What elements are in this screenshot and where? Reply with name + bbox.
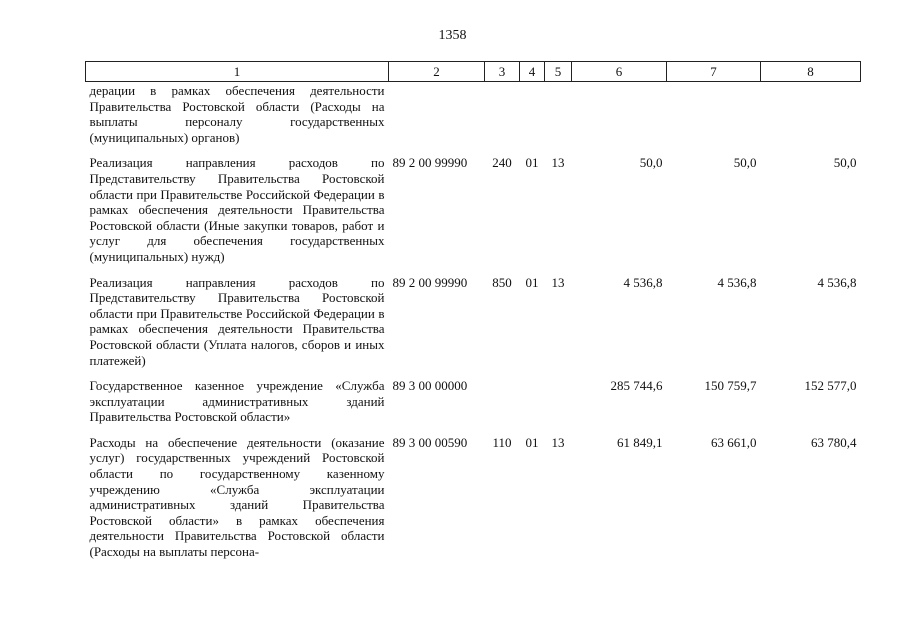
row-col8: 4 536,8 [817, 274, 857, 290]
header-col-8: 8 [761, 62, 861, 82]
row-code: 89 2 00 99990 [392, 155, 468, 171]
row-col8: 63 780,4 [811, 434, 857, 450]
row-col5: 13 [551, 434, 565, 450]
row-col7 [667, 82, 761, 156]
budget-table [85, 61, 861, 570]
table-row [86, 435, 861, 570]
table-row [86, 82, 861, 156]
row-description: Государственное казенное учреждение «Служба эксплуатации административных зданий Правительства Ростовской области» [89, 378, 385, 425]
header-col-5: 5 [545, 62, 572, 82]
row-code: 89 3 00 00590 [392, 434, 468, 450]
row-col5: 13 [551, 274, 565, 290]
row-description: Расходы на обеспечение деятельности (оказание услуг) государственных учреждений Ростовской области по государственному казенному учреждению «Служба эксплуатации административных зданий Правительства Ростовской области» в рамках обеспечения деятельности Правительства Ростовской области (Расходы на выплаты персона- [89, 434, 385, 560]
row-col4 [520, 378, 545, 435]
table-header-row [86, 62, 861, 82]
row-code [389, 82, 485, 156]
row-col3: 240 [492, 155, 512, 171]
row-col5: 13 [551, 155, 565, 171]
row-col4: 01 [525, 274, 539, 290]
row-col3 [485, 82, 520, 156]
row-col5 [545, 378, 572, 435]
row-code: 89 3 00 00000 [392, 378, 468, 394]
row-col8: 152 577,0 [804, 378, 857, 394]
row-col6: 50,0 [639, 155, 663, 171]
header-col-7: 7 [667, 62, 761, 82]
row-col8 [761, 82, 861, 156]
row-col6 [572, 82, 667, 156]
row-col4: 01 [525, 155, 539, 171]
table-row [86, 275, 861, 379]
header-col-3: 3 [485, 62, 520, 82]
header-col-2: 2 [389, 62, 485, 82]
row-col3: 850 [492, 274, 512, 290]
page-number: 1358 [438, 28, 467, 43]
table-row [86, 155, 861, 274]
row-code: 89 2 00 99990 [392, 274, 468, 290]
row-description: Реализация направления расходов по Представительству Правительства Ростовской области при Правительстве Российской Федерации в рамках обеспечения деятельности Правительства Ростовской области (Уплата налогов, сборов и иных платежей) [89, 274, 385, 368]
row-col7: 63 661,0 [711, 434, 757, 450]
row-col6: 285 744,6 [610, 378, 663, 394]
row-col3 [485, 378, 520, 435]
table-row [86, 378, 861, 435]
row-description: дерации в рамках обеспечения деятельности Правительства Ростовской области (Расходы на выплаты персоналу государственных (муниципальных) органов) [89, 83, 385, 145]
row-col8: 50,0 [833, 155, 857, 171]
row-col7: 50,0 [733, 155, 757, 171]
row-col4: 01 [525, 434, 539, 450]
header-col-1: 1 [86, 62, 389, 82]
header-col-6: 6 [572, 62, 667, 82]
row-col7: 4 536,8 [717, 274, 757, 290]
row-col3: 110 [492, 434, 512, 450]
row-description: Реализация направления расходов по Представительству Правительства Ростовской области при Правительстве Российской Федерации в рамках обеспечения деятельности Правительства Ростовской области (Иные закупки товаров, работ и услуг для обеспечения государственных (муниципальных) нужд) [89, 155, 385, 264]
row-col6: 4 536,8 [623, 274, 663, 290]
row-col5 [545, 82, 572, 156]
row-col4 [520, 82, 545, 156]
row-col7: 150 759,7 [704, 378, 757, 394]
header-col-4: 4 [520, 62, 545, 82]
row-col6: 61 849,1 [617, 434, 663, 450]
